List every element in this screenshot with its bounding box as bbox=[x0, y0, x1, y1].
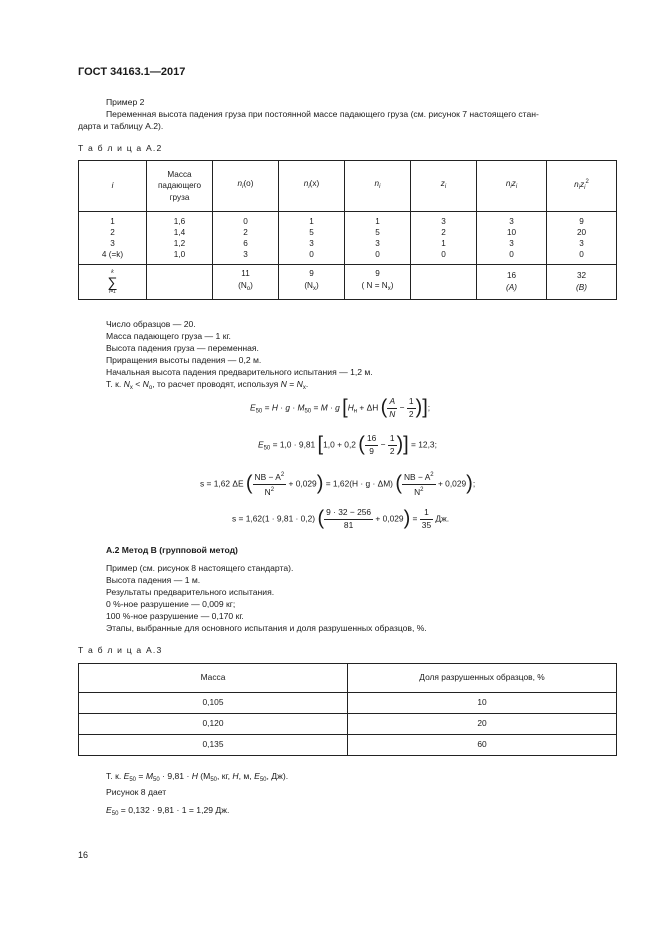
method-b-line: Этапы, выбранные для основного испытания и доля разрушенных образцов, %. bbox=[106, 623, 427, 633]
header-mass: Масса bbox=[79, 664, 348, 693]
header-mass: Масса падающего груза bbox=[147, 161, 213, 212]
formula-e50: $E_{50} = H \cdot g \cdot M_{50} = M \cdot g$ [$H_н + \Delta H$ ( $\frac{A}{N}$ − $\frac{1}{2}$ )]; bbox=[250, 396, 431, 419]
table-a3 bbox=[78, 663, 617, 756]
condition-line: Т. к. $N_x < N_o$, то расчет проводят, используя $N = N_x$. bbox=[106, 379, 309, 391]
header-nz: $n_iz_i$ bbox=[477, 161, 547, 212]
table-a3-caption: Т а б л и ц а А.3 bbox=[78, 645, 163, 655]
sum-nz: 16 (A) bbox=[477, 265, 547, 300]
header-z: $z_i$ bbox=[411, 161, 477, 212]
section-a2-title: А.2 Метод В (групповой метод) bbox=[106, 545, 238, 555]
sum-no: 11 $(N_o)$ bbox=[213, 265, 279, 300]
param-mass: Масса падающего груза — 1 кг. bbox=[106, 331, 231, 341]
example-title: Пример 2 bbox=[106, 97, 145, 107]
cell-share: 10 bbox=[348, 693, 617, 714]
header-nx: $n_i(x)$ bbox=[279, 161, 345, 212]
cell-share: 20 bbox=[348, 714, 617, 735]
formula-e50-value: $E_{50} = 1,0 \cdot 9,81$ [1,0 + 0,2 ( $\frac{16}{9}$ − $\frac{1}{2}$ )] = 12,3; bbox=[258, 433, 437, 456]
method-b-line: Пример (см. рисунок 8 настоящего стандарта). bbox=[106, 563, 294, 573]
col-n: 1 5 3 0 bbox=[345, 212, 411, 265]
formula-s: s = 1,62 ΔE ( $\frac{NB - A^2}{N^2}$ + 0,029) = 1,62(H · g · ΔM) ( $\frac{NB - A^2}{N^2}$ + 0,029); bbox=[200, 472, 476, 497]
final-result: $E_{50} = 0,132 \cdot 9,81 \cdot 1 = 1,29$ Дж. bbox=[106, 805, 230, 817]
method-b-line: Результаты предварительного испытания. bbox=[106, 587, 275, 597]
table-a2-caption: Т а б л и ц а А.2 bbox=[78, 143, 163, 153]
param-height: Высота падения груза — переменная. bbox=[106, 343, 259, 353]
col-mass: 1,6 1,4 1,2 1,0 bbox=[147, 212, 213, 265]
param-increment: Приращения высоты падения — 0,2 м. bbox=[106, 355, 262, 365]
table-header-row bbox=[79, 161, 617, 212]
sum-mass-empty bbox=[147, 265, 213, 300]
cell-mass: 0,105 bbox=[79, 693, 348, 714]
table-row bbox=[79, 693, 617, 714]
page-number: 16 bbox=[78, 850, 89, 860]
example-text-line2: дарта и таблицу А.2). bbox=[78, 121, 164, 131]
method-b-line: 100 %-ное разрушение — 0,170 кг. bbox=[106, 611, 244, 621]
sum-nx: 9 $(N_x)$ bbox=[279, 265, 345, 300]
col-no: 0 2 6 3 bbox=[213, 212, 279, 265]
formula-s-value: s = 1,62(1 · 9,81 · 0,2) ( $\frac{9 \cdot 32 - 256}{81}$ + 0,029) = $\frac{1}{35}$ Дж. bbox=[232, 507, 450, 530]
sum-n: 9 ( $N = N_x$) bbox=[345, 265, 411, 300]
col-z: 3 2 1 0 bbox=[411, 212, 477, 265]
col-nx: 1 5 3 0 bbox=[279, 212, 345, 265]
final-formula: Т. к. $E_{50} = M_{50} \cdot 9,81 \cdot H$ ($M_{50}$, кг, H, м, $E_{50}$, Дж). bbox=[106, 771, 289, 783]
table-row bbox=[79, 735, 617, 756]
param-samples: Число образцов — 20. bbox=[106, 319, 196, 329]
col-nz2: 9 20 3 0 bbox=[547, 212, 617, 265]
table-a2 bbox=[78, 160, 617, 300]
sum-nz2: 32 (B) bbox=[547, 265, 617, 300]
table-sum-row bbox=[79, 265, 617, 300]
col-nz: 3 10 3 0 bbox=[477, 212, 547, 265]
method-b-line: 0 %-ное разрушение — 0,009 кг; bbox=[106, 599, 236, 609]
col-i: 1 2 3 4 (=k) bbox=[79, 212, 147, 265]
header-n: $n_i$ bbox=[345, 161, 411, 212]
table-row bbox=[79, 212, 617, 265]
param-initial-height: Начальная высота падения предварительного испытания — 1,2 м. bbox=[106, 367, 373, 377]
sum-z-empty bbox=[411, 265, 477, 300]
cell-share: 60 bbox=[348, 735, 617, 756]
header-no: $n_i(o)$ bbox=[213, 161, 279, 212]
document-header: ГОСТ 34163.1—2017 bbox=[78, 66, 186, 78]
figure-reference: Рисунок 8 дает bbox=[106, 787, 167, 797]
header-i: i bbox=[79, 161, 147, 212]
cell-mass: 0,135 bbox=[79, 735, 348, 756]
header-nz2: $n_iz_i^2$ bbox=[547, 161, 617, 212]
sum-symbol: k ∑ i=1 bbox=[79, 265, 147, 300]
table-header-row bbox=[79, 664, 617, 693]
cell-mass: 0,120 bbox=[79, 714, 348, 735]
table-row bbox=[79, 714, 617, 735]
header-share: Доля разрушенных образцов, % bbox=[348, 664, 617, 693]
example-text-line1: Переменная высота падения груза при постоянной массе падающего груза (см. рисунок 7 настоящего стан- bbox=[106, 109, 539, 119]
method-b-line: Высота падения — 1 м. bbox=[106, 575, 201, 585]
